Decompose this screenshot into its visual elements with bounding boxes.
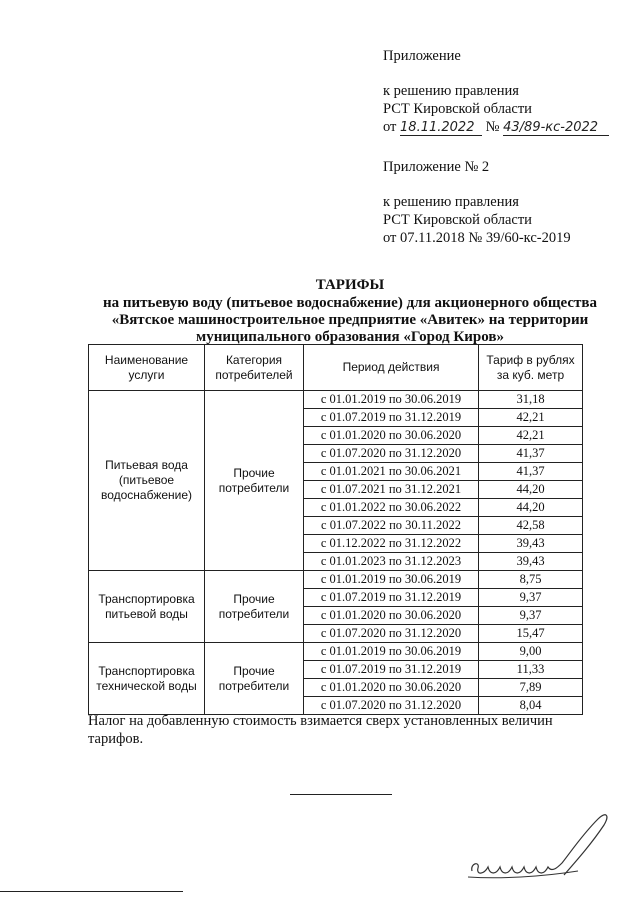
- signature-icon: [460, 805, 620, 885]
- tariff-cell: 42,21: [479, 409, 583, 427]
- period-cell: с 01.07.2022 по 30.11.2022: [304, 517, 479, 535]
- header-tariff: Тариф в рублях за куб. метр: [479, 345, 583, 391]
- period-cell: с 01.01.2021 по 30.06.2021: [304, 463, 479, 481]
- tariff-cell: 8,75: [479, 571, 583, 589]
- handwritten-number: 43/89-кс-2022: [503, 121, 609, 136]
- tariff-cell: 8,04: [479, 697, 583, 715]
- to-decision-label: к решению правления: [383, 83, 519, 99]
- annex2-label: Приложение № 2: [383, 159, 490, 175]
- org-label: РСТ Кировской области: [383, 101, 532, 117]
- table-row: [89, 391, 583, 409]
- tariff-cell: 39,43: [479, 535, 583, 553]
- annex-label: Приложение: [383, 48, 461, 64]
- service-cell: Питьевая вода (питьевое водоснабжение): [89, 391, 205, 571]
- doc-subtitle-1: на питьевую воду (питьевое водоснабжение) для акционерного общества: [103, 295, 597, 311]
- service-cell: Транспортировка технической воды: [89, 643, 205, 715]
- tariff-cell: 31,18: [479, 391, 583, 409]
- category-cell: Прочие потребители: [205, 643, 304, 715]
- period-cell: с 01.07.2019 по 31.12.2019: [304, 589, 479, 607]
- tariff-table: [88, 344, 583, 715]
- tariff-cell: 9,37: [479, 589, 583, 607]
- period-cell: с 01.01.2019 по 30.06.2019: [304, 571, 479, 589]
- decision-ref: [383, 118, 609, 136]
- category-cell: Прочие потребители: [205, 571, 304, 643]
- table-row: [89, 643, 583, 661]
- service-cell: Транспортировка питьевой воды: [89, 571, 205, 643]
- period-cell: с 01.07.2019 по 31.12.2019: [304, 409, 479, 427]
- table-row: [89, 571, 583, 589]
- period-cell: с 01.01.2020 по 30.06.2020: [304, 427, 479, 445]
- doc-subtitle-2: «Вятское машиностроительное предприятие «Авитек» на территории: [111, 312, 589, 328]
- period-cell: с 01.07.2020 по 31.12.2020: [304, 445, 479, 463]
- period-cell: с 01.07.2019 по 31.12.2019: [304, 661, 479, 679]
- category-cell: Прочие потребители: [205, 391, 304, 571]
- from-label: от: [383, 119, 397, 135]
- number-label: №: [485, 119, 500, 135]
- footer-line: [0, 891, 183, 892]
- handwritten-date: 18.11.2022: [400, 121, 482, 136]
- tariff-cell: 44,20: [479, 499, 583, 517]
- tariff-cell: 41,37: [479, 463, 583, 481]
- period-cell: с 01.01.2020 по 30.06.2020: [304, 607, 479, 625]
- tariff-cell: 15,47: [479, 625, 583, 643]
- tariff-cell: 7,89: [479, 679, 583, 697]
- period-cell: с 01.01.2023 по 31.12.2023: [304, 553, 479, 571]
- org2-label: РСТ Кировской области: [383, 212, 532, 228]
- header-category: Категория потребителей: [205, 345, 304, 391]
- period-cell: с 01.12.2022 по 31.12.2022: [304, 535, 479, 553]
- header-period: Период действия: [304, 345, 479, 391]
- period-cell: с 01.01.2020 по 30.06.2020: [304, 679, 479, 697]
- ref2-label: от 07.11.2018 № 39/60-кс-2019: [383, 230, 571, 246]
- tariff-cell: 9,00: [479, 643, 583, 661]
- tariff-cell: 42,21: [479, 427, 583, 445]
- period-cell: с 01.01.2019 по 30.06.2019: [304, 391, 479, 409]
- separator-line: [290, 794, 392, 795]
- period-cell: с 01.01.2019 по 30.06.2019: [304, 643, 479, 661]
- period-cell: с 01.07.2020 по 31.12.2020: [304, 625, 479, 643]
- doc-subtitle-3: муниципального образования «Город Киров»: [196, 329, 504, 345]
- period-cell: с 01.07.2020 по 31.12.2020: [304, 697, 479, 715]
- header-service: Наименование услуги: [89, 345, 205, 391]
- tariff-cell: 44,20: [479, 481, 583, 499]
- period-cell: с 01.01.2022 по 30.06.2022: [304, 499, 479, 517]
- tariff-cell: 11,33: [479, 661, 583, 679]
- doc-title: ТАРИФЫ: [315, 277, 385, 293]
- tariff-cell: 42,58: [479, 517, 583, 535]
- tariff-cell: 9,37: [479, 607, 583, 625]
- vat-note: Налог на добавленную стоимость взимается сверх установленных величин тарифов.: [88, 713, 553, 747]
- period-cell: с 01.07.2021 по 31.12.2021: [304, 481, 479, 499]
- tariff-cell: 41,37: [479, 445, 583, 463]
- to-decision2-label: к решению правления: [383, 194, 519, 210]
- table-header-row: [89, 345, 583, 391]
- tariff-cell: 39,43: [479, 553, 583, 571]
